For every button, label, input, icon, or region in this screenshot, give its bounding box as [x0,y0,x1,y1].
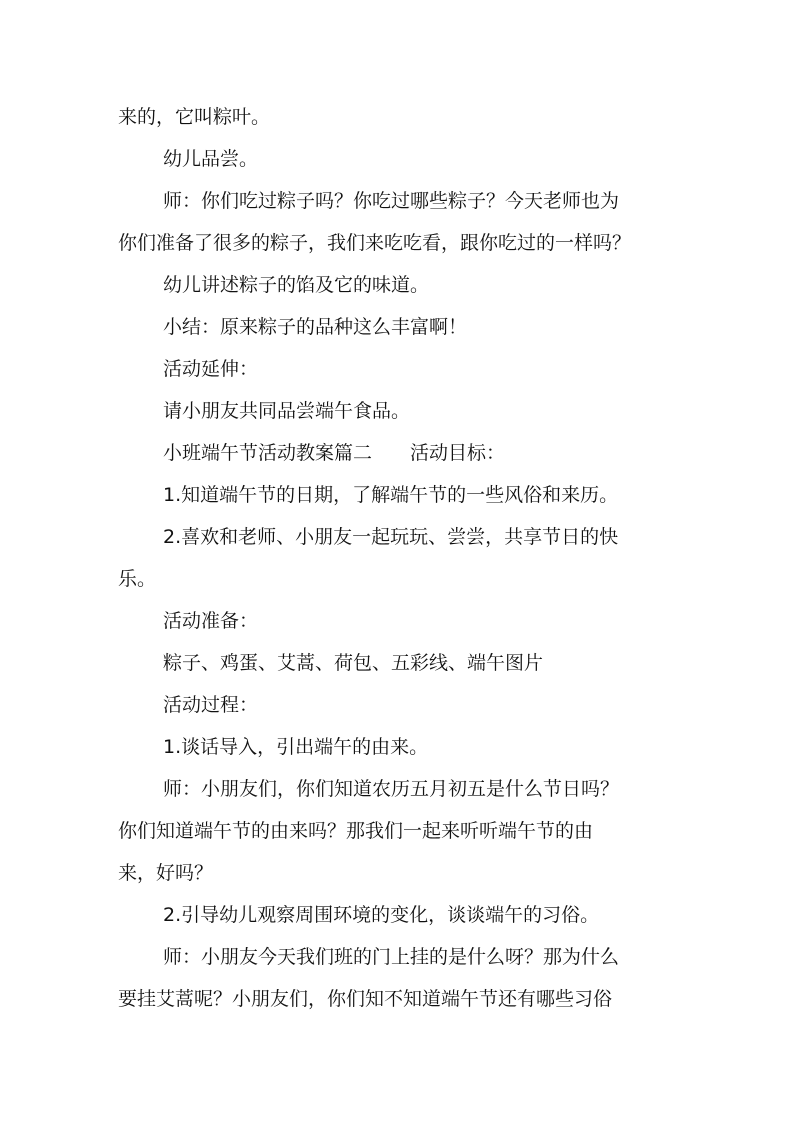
text-line: 2.喜欢和老师、小朋友一起玩玩、尝尝，共享节日的快 [163,526,619,548]
text-line: 师：小朋友今天我们班的门上挂的是什么呀？那为什么 [163,946,620,968]
text-line: 活动延伸： [163,358,259,380]
text-line: 请小朋友共同品尝端午食品。 [163,400,411,422]
text-line: 小结：原来粽子的品种这么丰富啊！ [163,316,468,338]
text-line: 来，好吗？ [118,862,214,884]
text-line: 小班端午节活动教案篇二 活动目标： [163,442,506,464]
text-line: 要挂艾蒿呢？小朋友们，你们知不知道端午节还有哪些习俗 [118,988,613,1010]
text-line: 活动准备： [163,610,259,632]
text-line: 你们知道端午节的由来吗？那我们一起来听听端午节的由 [118,820,594,842]
text-line: 师：你们吃过粽子吗？你吃过哪些粽子？今天老师也为 [163,190,620,212]
text-line: 1.知道端午节的日期，了解端午节的一些风俗和来历。 [163,484,619,506]
text-line: 活动过程： [163,694,259,716]
text-line: 粽子、鸡蛋、艾蒿、荷包、五彩线、端午图片 [163,652,544,674]
text-line: 师：小朋友们，你们知道农历五月初五是什么节日吗？ [163,778,620,800]
text-line: 1.谈话导入，引出端午的由来。 [163,736,429,758]
text-line: 幼儿讲述粽子的馅及它的味道。 [163,274,430,296]
text-line: 幼儿品尝。 [163,148,259,170]
text-line: 乐。 [118,568,157,590]
text-line: 你们准备了很多的粽子，我们来吃吃看，跟你吃过的一样吗？ [118,232,632,254]
text-line: 来的，它叫粽叶。 [118,106,271,128]
text-line: 2.引导幼儿观察周围环境的变化，谈谈端午的习俗。 [163,904,600,926]
